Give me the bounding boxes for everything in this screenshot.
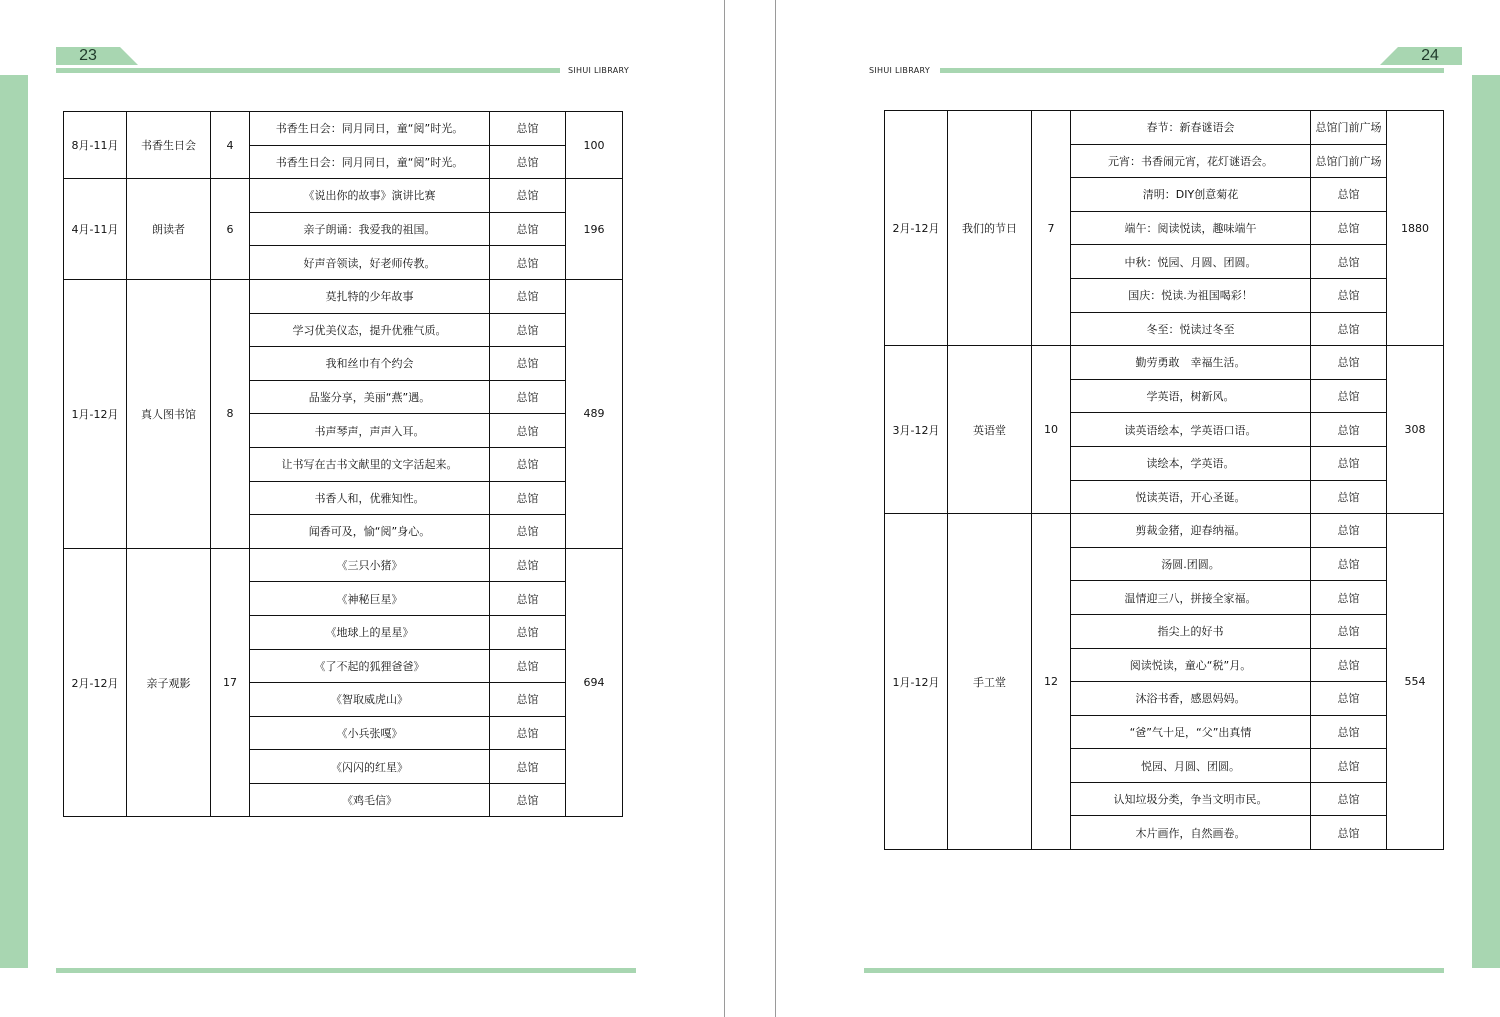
event-title: 书香生日会：同月同日，童“阅”时光。 (250, 112, 490, 146)
activity-count: 17 (211, 548, 250, 817)
activity-name: 书香生日会 (127, 112, 211, 179)
event-venue: 总馆 (490, 279, 566, 313)
page-right (776, 0, 1500, 1017)
activity-count: 4 (211, 112, 250, 179)
activity-count: 10 (1032, 346, 1071, 514)
event-title: 《三只小猪》 (250, 548, 490, 582)
event-venue: 总馆 (490, 447, 566, 481)
event-venue: 总馆 (490, 515, 566, 549)
event-title: 《智取威虎山》 (250, 683, 490, 717)
event-venue: 总馆 (1311, 178, 1387, 212)
event-title: 品鉴分享，美丽“燕”遇。 (250, 380, 490, 414)
event-venue: 总馆 (490, 179, 566, 213)
event-title: 《了不起的狐狸爸爸》 (250, 649, 490, 683)
activity-period: 4月-11月 (64, 179, 127, 280)
event-title: 国庆：悦读.为祖国喝彩！ (1071, 278, 1311, 312)
page-gutter (724, 0, 776, 1017)
event-title: 《神秘巨星》 (250, 582, 490, 616)
event-title: 《小兵张嘎》 (250, 716, 490, 750)
event-venue: 总馆 (1311, 413, 1387, 447)
event-title: 悦读英语，开心圣诞。 (1071, 480, 1311, 514)
header-rule-left (56, 68, 560, 73)
table-row (64, 112, 623, 146)
event-venue: 总馆 (490, 145, 566, 179)
activity-period: 8月-11月 (64, 112, 127, 179)
event-title: 《地球上的星星》 (250, 615, 490, 649)
event-title: 汤圆.团圆。 (1071, 547, 1311, 581)
event-venue: 总馆门前广场 (1311, 111, 1387, 145)
event-venue: 总馆 (1311, 514, 1387, 548)
page-tab-left (56, 47, 120, 65)
activity-count: 7 (1032, 111, 1071, 346)
activity-participants: 1880 (1387, 111, 1444, 346)
activity-table-left (63, 111, 623, 817)
table-row (885, 346, 1444, 380)
activity-name: 手工堂 (948, 514, 1032, 850)
tab-wedge-right (1380, 47, 1398, 65)
activity-name: 我们的节日 (948, 111, 1032, 346)
page-left (0, 0, 724, 1017)
event-title: 清明：DIY创意菊花 (1071, 178, 1311, 212)
event-title: 勤劳勇敢 幸福生活。 (1071, 346, 1311, 380)
event-venue: 总馆 (490, 313, 566, 347)
event-title: 悦园、月圆、团圆。 (1071, 749, 1311, 783)
event-title: 温情迎三八，拼接全家福。 (1071, 581, 1311, 615)
right-side-bar (1472, 75, 1500, 968)
event-venue: 总馆 (490, 683, 566, 717)
activity-participants: 554 (1387, 514, 1444, 850)
activity-table-body-left (64, 112, 623, 817)
event-venue: 总馆 (1311, 312, 1387, 346)
activity-period: 2月-12月 (885, 111, 948, 346)
event-title: 中秋：悦园、月圆、团圆。 (1071, 245, 1311, 279)
event-venue: 总馆 (1311, 446, 1387, 480)
event-title: 春节：新春谜语会 (1071, 111, 1311, 145)
event-title: “爸”气十足，“父”出真情 (1071, 715, 1311, 749)
activity-participants: 196 (566, 179, 623, 280)
activity-name: 朗读者 (127, 179, 211, 280)
event-title: 木片画作，自然画卷。 (1071, 816, 1311, 850)
event-venue: 总馆 (490, 649, 566, 683)
event-title: 《说出你的故事》演讲比赛 (250, 179, 490, 213)
activity-participants: 100 (566, 112, 623, 179)
event-title: 《闪闪的红星》 (250, 750, 490, 784)
event-title: 学习优美仪态，提升优雅气质。 (250, 313, 490, 347)
event-venue: 总馆 (1311, 211, 1387, 245)
event-venue: 总馆 (490, 212, 566, 246)
event-title: 读绘本，学英语。 (1071, 446, 1311, 480)
event-venue: 总馆 (490, 347, 566, 381)
activity-count: 12 (1032, 514, 1071, 850)
library-name-left: SIHUI LIBRARY (568, 66, 630, 75)
footer-rule-right (864, 968, 1444, 973)
event-venue: 总馆 (490, 615, 566, 649)
activity-name: 亲子观影 (127, 548, 211, 817)
tab-wedge-left (120, 47, 138, 65)
page-tab-right (1398, 47, 1462, 65)
event-venue: 总馆 (490, 414, 566, 448)
event-title: 认知垃圾分类，争当文明市民。 (1071, 782, 1311, 816)
event-title: 莫扎特的少年故事 (250, 279, 490, 313)
event-title: 亲子朗诵：我爱我的祖国。 (250, 212, 490, 246)
event-title: 学英语，树新风。 (1071, 379, 1311, 413)
table-row (64, 179, 623, 213)
event-title: 闻香可及，愉“阅”身心。 (250, 515, 490, 549)
activity-participants: 308 (1387, 346, 1444, 514)
event-title: 《鸡毛信》 (250, 783, 490, 817)
event-title: 我和丝巾有个约会 (250, 347, 490, 381)
event-title: 剪裁金猪，迎春纳福。 (1071, 514, 1311, 548)
event-title: 冬至：悦读过冬至 (1071, 312, 1311, 346)
event-venue: 总馆 (1311, 278, 1387, 312)
activity-table-body-right (885, 111, 1444, 850)
event-title: 端午：阅读悦读，趣味端午 (1071, 211, 1311, 245)
library-name-right: SIHUI LIBRARY (869, 66, 931, 75)
event-venue: 总馆 (490, 112, 566, 146)
event-title: 好声音领读，好老师传教。 (250, 246, 490, 280)
event-venue: 总馆 (1311, 547, 1387, 581)
event-venue: 总馆 (490, 716, 566, 750)
event-venue: 总馆 (490, 481, 566, 515)
event-title: 元宵：书香闹元宵，花灯谜语会。 (1071, 144, 1311, 178)
activity-period: 1月-12月 (885, 514, 948, 850)
activity-name: 真人图书馆 (127, 279, 211, 548)
event-venue: 总馆 (1311, 749, 1387, 783)
page-number-right: 24 (1421, 47, 1439, 64)
event-venue: 总馆 (1311, 648, 1387, 682)
event-venue: 总馆 (490, 246, 566, 280)
activity-table-right (884, 110, 1444, 850)
event-venue: 总馆 (1311, 682, 1387, 716)
event-title: 沐浴书香，感恩妈妈。 (1071, 682, 1311, 716)
event-venue: 总馆 (1311, 346, 1387, 380)
event-title: 指尖上的好书 (1071, 614, 1311, 648)
event-venue: 总馆 (1311, 245, 1387, 279)
event-title: 让书写在古书文献里的文字活起来。 (250, 447, 490, 481)
event-title: 书声琴声，声声入耳。 (250, 414, 490, 448)
activity-period: 3月-12月 (885, 346, 948, 514)
event-title: 读英语绘本，学英语口语。 (1071, 413, 1311, 447)
event-venue: 总馆 (1311, 816, 1387, 850)
activity-participants: 694 (566, 548, 623, 817)
event-venue: 总馆 (1311, 581, 1387, 615)
header-rule-right (940, 68, 1444, 73)
event-venue: 总馆 (1311, 782, 1387, 816)
event-venue: 总馆 (490, 783, 566, 817)
event-venue: 总馆 (490, 750, 566, 784)
event-venue: 总馆 (490, 548, 566, 582)
table-row (885, 111, 1444, 145)
event-title: 书香人和，优雅知性。 (250, 481, 490, 515)
footer-rule-left (56, 968, 636, 973)
table-row (64, 548, 623, 582)
table-row (885, 514, 1444, 548)
event-venue: 总馆 (1311, 715, 1387, 749)
table-row (64, 279, 623, 313)
activity-name: 英语堂 (948, 346, 1032, 514)
event-title: 书香生日会：同月同日，童“阅”时光。 (250, 145, 490, 179)
left-side-bar (0, 75, 28, 968)
event-venue: 总馆 (1311, 480, 1387, 514)
event-venue: 总馆 (490, 582, 566, 616)
event-venue: 总馆 (1311, 614, 1387, 648)
activity-period: 1月-12月 (64, 279, 127, 548)
event-venue: 总馆门前广场 (1311, 144, 1387, 178)
event-title: 阅读悦读，童心“税”月。 (1071, 648, 1311, 682)
activity-count: 6 (211, 179, 250, 280)
event-venue: 总馆 (1311, 379, 1387, 413)
activity-participants: 489 (566, 279, 623, 548)
activity-period: 2月-12月 (64, 548, 127, 817)
page-number-left: 23 (79, 47, 97, 64)
activity-count: 8 (211, 279, 250, 548)
event-venue: 总馆 (490, 380, 566, 414)
